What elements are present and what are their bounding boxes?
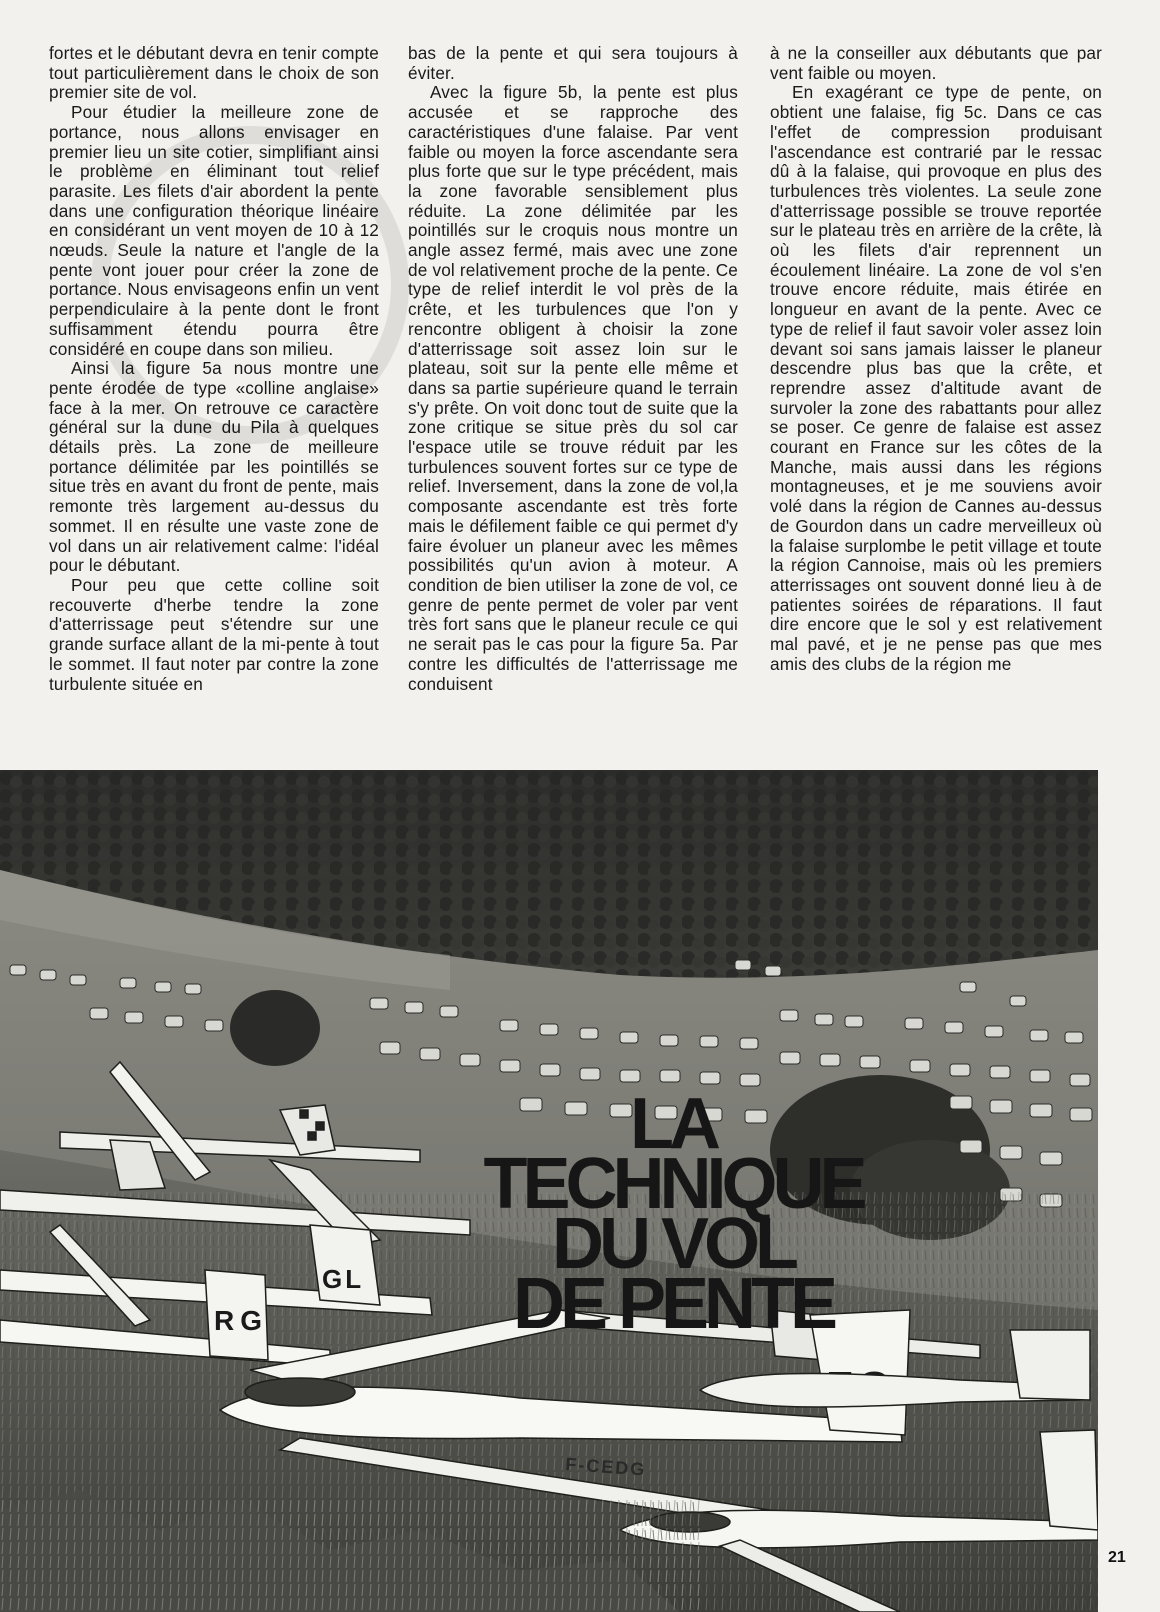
paragraph: bas de la pente et qui sera toujours à éviter.: [408, 44, 738, 83]
title-line: LA: [630, 1084, 716, 1164]
title-line: DE PENTE: [512, 1264, 834, 1344]
paragraph: Pour étudier la meilleure zone de portance, nous allons envisager en premier lieu un site cotier, simplifiant ainsi le problème en éliminant tout relief parasite. Les filets d'air abordent la pente dans une configuration théorique linéaire en considérant un vent moyen de 10 à 12 nœuds. Seule la nature et l'angle de la pente vont jouer pour créer la zone de portance. Nous envisageons enfin un vent perpendiculaire à la pente dont le front suffisamment étendu pourra être considéré en coupe dans son milieu.: [49, 102, 379, 359]
title-line: TECHNIQUE: [483, 1144, 863, 1224]
tree-clump: [230, 990, 320, 1066]
title-line: DU VOL: [551, 1204, 794, 1284]
gliders-photo: [0, 770, 1098, 1612]
paragraph: fortes et le débutant devra en tenir compte tout particulièrement dans le choix de son premier site de vol.: [49, 44, 379, 103]
paragraph: à ne la conseiller aux débutants que par vent faible ou moyen.: [770, 44, 1102, 83]
paragraph: Ainsi la figure 5a nous montre une pente érodée de type «colline anglaise» face à la mer. On retrouve ce caractère général sur la dune du Pila à quelques détails près. La zone de meilleure portance délimitée par les pointillés se situe très en avant du front de pente, mais remonte très largement au-dessus du sommet. Il en résulte une vaste zone de vol dans un air relativement calme: l'idéal pour le débutant.: [49, 358, 379, 576]
text-column-2: [408, 44, 738, 764]
paragraph: En exagérant ce type de pente, on obtient une falaise, fig 5c. Dans ce cas l'effet de compression produisant l'ascendance est contrarié par le ressac dû à la falaise, qui provoque en plus des turbulences très violentes. La seule zone d'atterrissage possible se trouve reportée sur le plateau très en arrière de la crête, là où les filets d'air reprennent un écoulement linéaire. La zone de vol s'en trouve encore réduite, mais étirée en longueur en avant de la pente. Avec ce type de relief il faut savoir voler assez loin devant soi sans jamais laisser le planeur descendre plus bas que la crête, et reprendre assez d'altitude avant de survoler la zone des rabattants pour allez se poser. Ce genre de falaise est assez courant en France sur les côtes de la Manche, mais aussi dans les régions montagneuses, et je me souviens avoir volé dans la région de Cannes au-dessus de Gourdon dans un cadre merveilleux où la falaise surplombe le petit village et toute la région Cannoise, mais où les premiers atterrissages ont souvent donné lieu à de patientes soirées de réparations. Il faut dire encore que le sol y est relativement mal pavé, et je ne pense pas que mes amis des clubs de la région me: [770, 82, 1102, 674]
page-number: 21: [1108, 1549, 1126, 1566]
glider-marking-rg: RG: [214, 1305, 268, 1336]
article-title: [478, 1084, 868, 1344]
glider-marking-gl: GL: [322, 1264, 365, 1294]
article-body: [0, 44, 1160, 764]
paragraph: Avec la figure 5b, la pente est plus accusée et se rapproche des caractéristiques d'une falaise. Par vent faible ou moyen la force ascendante sera plus forte que sur le type précédent, mais la zone favorable sensiblement plus réduite. La zone délimitée par les pointillés sur le croquis nous montre un angle assez fermé, mais avec une zone de vol relativement proche de la pente. Ce type de relief interdit le vol près de la crête, et les turbulences que l'on y rencontre obligent à choisir la zone d'atterrissage soit assez loin sur le plateau, soit sur la pente elle même et dans sa partie supérieure quand le terrain s'y prête. On voit donc tout de suite que la zone critique se situe près du sol car l'espace utile se trouve réduit par les turbulences souvent fortes sur ce type de relief. Inversement, dans la zone de vol,la composante ascendante est très forte mais le défilement faible ce qui permet d'y faire évoluer un planeur avec les mêmes possibilités qu'un avion à moteur. A condition de bien utiliser la zone de vol, ce genre de pente permet de voler par vent très fort sans que le planeur recule ce qui ne serait pas le cas pour la figure 5a. Par contre les difficultés de l'atterrissage me conduisent: [408, 82, 738, 694]
text-column-3: [770, 44, 1102, 764]
text-column-1: [49, 44, 379, 764]
paragraph: Pour peu que cette colline soit recouverte d'herbe tendre la zone d'atterrissage peut s'étendre sur une grande surface allant de la mi-pente à tout le sommet. Il faut noter par contre la zone turbulente située en: [49, 574, 379, 694]
glider-registration: F-CEDG: [564, 1454, 647, 1480]
